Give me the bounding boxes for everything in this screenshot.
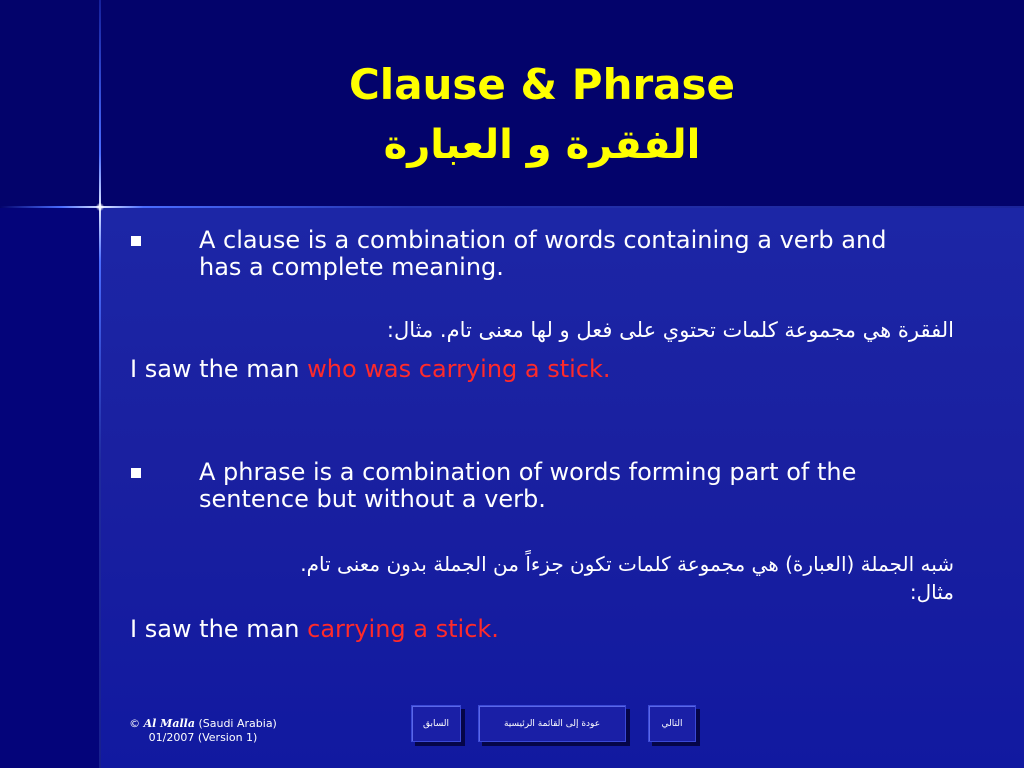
phrase-example-highlight: carrying a stick. — [307, 615, 499, 643]
phrase-definition-line1: A phrase is a combination of words forming part of the — [199, 458, 857, 486]
phrase-example-text: I saw the man — [130, 615, 308, 643]
sparkle-decoration — [96, 203, 104, 211]
clause-example — [130, 355, 611, 383]
clause-definition-line2: has a complete meaning. — [199, 253, 504, 281]
previous-button[interactable]: السابق — [411, 705, 461, 742]
clause-arabic-definition: الفقرة هي مجموعة كلمات تحتوي على فعل و لها معنى تام. مثال: — [386, 318, 954, 342]
clause-definition-line1: A clause is a combination of words containing a verb and — [199, 226, 887, 254]
phrase-arabic-definition-line1: شبه الجملة (العبارة) هي مجموعة كلمات تكون جزءاً من الجملة بدون معنى تام. — [300, 552, 954, 576]
clause-example-highlight: who was carrying a stick. — [307, 355, 611, 383]
next-button[interactable]: التالي — [648, 705, 696, 742]
horizontal-divider — [0, 206, 1024, 208]
bullet-clause — [131, 236, 141, 246]
clause-example-text: I saw the man — [130, 355, 308, 383]
slide-title-arabic: الفقرة و العبارة — [383, 122, 701, 168]
footer-version: 01/2007 (Version 1) — [148, 731, 258, 744]
slide-title-english: Clause & Phrase — [348, 60, 736, 109]
footer-credit — [127, 717, 279, 745]
footer-author: Al Malla — [143, 717, 195, 730]
bullet-phrase — [131, 468, 141, 478]
clause-definition — [199, 227, 939, 281]
phrase-definition-line2: sentence but without a verb. — [199, 485, 546, 513]
phrase-arabic-definition-line2: مثال: — [909, 580, 954, 604]
copyright-symbol: © — [129, 717, 141, 730]
vertical-divider — [99, 0, 101, 768]
phrase-definition — [199, 459, 939, 513]
footer-author-line — [127, 717, 279, 731]
phrase-example — [130, 615, 499, 643]
footer-location: (Saudi Arabia) — [194, 717, 277, 730]
home-menu-button[interactable]: عودة إلى القائمة الرئيسية — [478, 705, 626, 742]
